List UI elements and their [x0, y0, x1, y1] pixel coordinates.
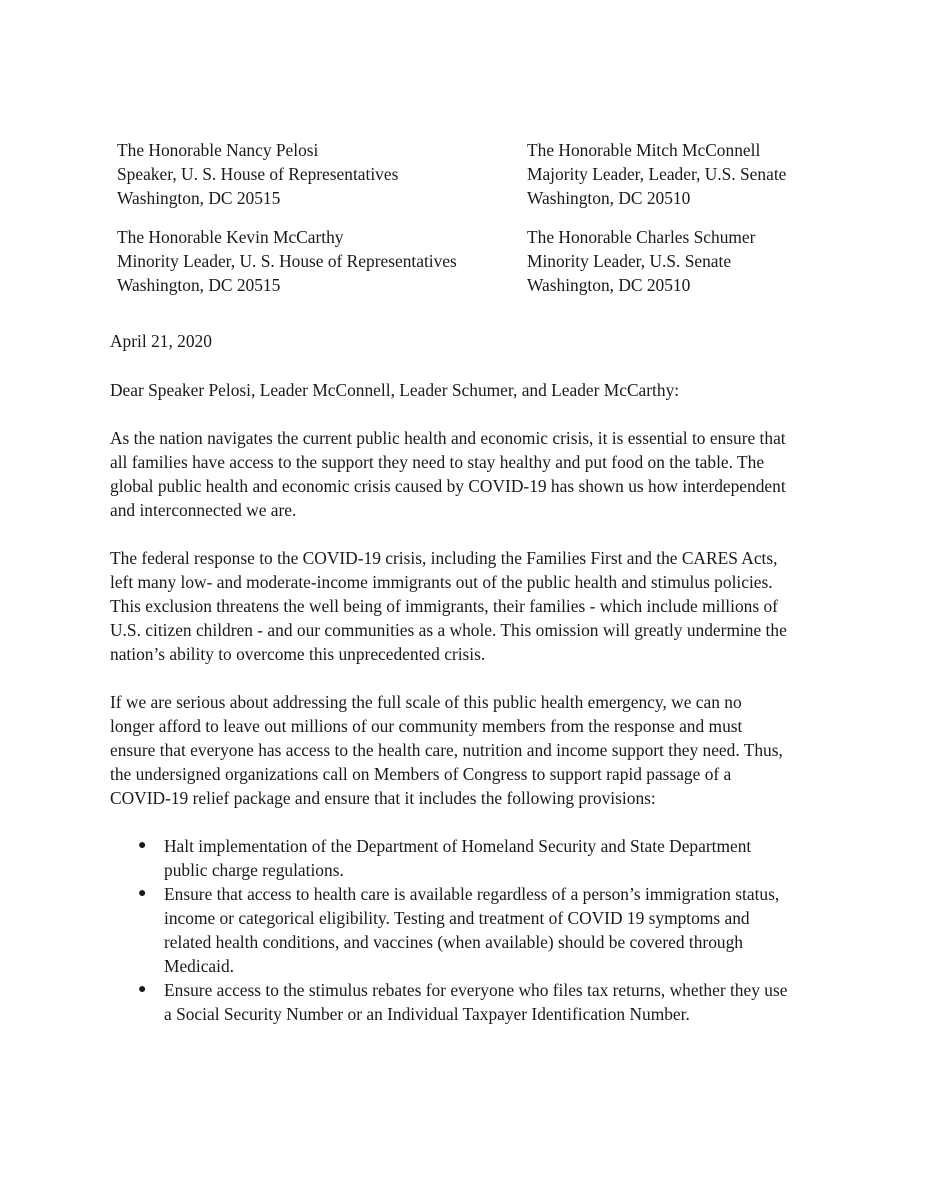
list-item [110, 834, 787, 882]
bullet-icon: ● [138, 886, 147, 901]
recipient-block-mccarthy [117, 225, 457, 297]
list-item-line: related health conditions, and vaccines (when available) should be covered through [164, 932, 743, 952]
list-item [110, 978, 787, 1026]
paragraph-2 [110, 546, 787, 666]
list-item [110, 882, 787, 978]
recipient-title: Minority Leader, U.S. Senate [527, 251, 732, 271]
recipient-address: Washington, DC 20510 [527, 188, 691, 208]
paragraph-line: This exclusion threatens the well being of immigrants, their families - which include millions of [110, 596, 778, 616]
recipient-address: Washington, DC 20510 [527, 275, 691, 295]
recipient-block-pelosi [117, 138, 398, 210]
bullet-icon: ● [138, 982, 147, 997]
recipient-name: The Honorable Charles Schumer [527, 227, 756, 247]
paragraph-line: As the nation navigates the current public health and economic crisis, it is essential to ensure that [110, 428, 786, 448]
paragraph-line: all families have access to the support they need to stay healthy and put food on the table. The [110, 452, 765, 472]
recipient-address: Washington, DC 20515 [117, 275, 281, 295]
list-item-line: Ensure that access to health care is available regardless of a person’s immigration status, [164, 884, 780, 904]
paragraph-line: COVID-19 relief package and ensure that it includes the following provisions: [110, 788, 656, 808]
paragraph-line: nation’s ability to overcome this unprecedented crisis. [110, 644, 486, 664]
paragraph-line: The federal response to the COVID-19 crisis, including the Families First and the CARES Acts, [110, 548, 778, 568]
recipient-title: Speaker, U. S. House of Representatives [117, 164, 399, 184]
list-item-line: a Social Security Number or an Individual Taxpayer Identification Number. [164, 1004, 690, 1024]
recipient-address: Washington, DC 20515 [117, 188, 281, 208]
list-item-line: public charge regulations. [164, 860, 344, 880]
paragraph-line: and interconnected we are. [110, 500, 297, 520]
paragraph-line: left many low- and moderate-income immigrants out of the public health and stimulus policies. [110, 572, 773, 592]
bullet-icon: ● [138, 838, 147, 853]
paragraph-line: longer afford to leave out millions of our community members from the response and must [110, 716, 743, 736]
recipient-name: The Honorable Mitch McConnell [527, 140, 761, 160]
recipient-block-schumer [527, 225, 755, 297]
paragraph-line: U.S. citizen children - and our communities as a whole. This omission will greatly undermine the [110, 620, 787, 640]
paragraph-line: global public health and economic crisis caused by COVID-19 has shown us how interdependent [110, 476, 786, 496]
salutation: Dear Speaker Pelosi, Leader McConnell, Leader Schumer, and Leader McCarthy: [110, 380, 680, 400]
provisions-list [110, 834, 787, 1026]
recipient-block-mcconnell [527, 138, 786, 210]
paragraph-line: If we are serious about addressing the full scale of this public health emergency, we can no [110, 692, 742, 712]
recipient-name: The Honorable Nancy Pelosi [117, 140, 319, 160]
paragraph-line: ensure that everyone has access to the health care, nutrition and income support they need. Thus, [110, 740, 783, 760]
letter-date: April 21, 2020 [110, 331, 212, 351]
list-item-line: Medicaid. [164, 956, 235, 976]
list-item-line: Ensure access to the stimulus rebates for everyone who files tax returns, whether they use [164, 980, 788, 1000]
recipient-title: Minority Leader, U. S. House of Representatives [117, 251, 457, 271]
paragraph-1 [110, 426, 786, 522]
list-item-line: income or categorical eligibility. Testing and treatment of COVID 19 symptoms and [164, 908, 750, 928]
list-item-line: Halt implementation of the Department of Homeland Security and State Department [164, 836, 752, 856]
paragraph-line: the undersigned organizations call on Members of Congress to support rapid passage of a [110, 764, 732, 784]
paragraph-3 [110, 690, 783, 810]
recipient-title: Majority Leader, Leader, U.S. Senate [527, 164, 787, 184]
recipient-name: The Honorable Kevin McCarthy [117, 227, 344, 247]
